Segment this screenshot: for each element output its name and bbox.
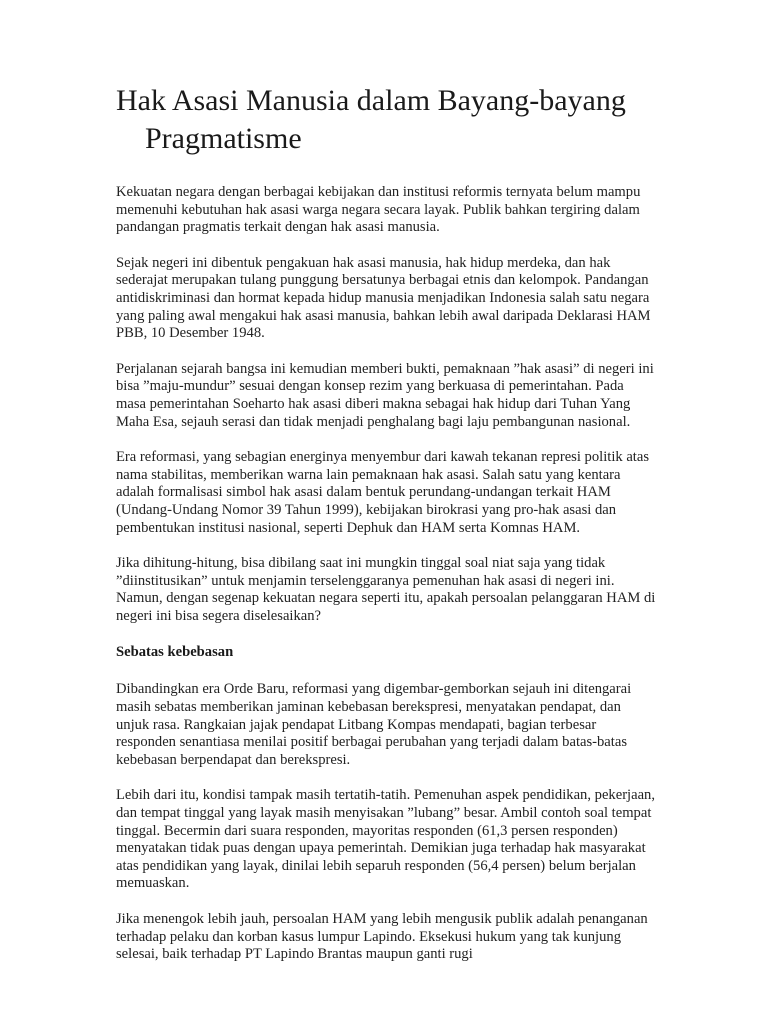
paragraph-5: Jika dihitung-hitung, bisa dibilang saat ini mungkin tinggal soal niat saja yang tidak ”diinstitusikan” untuk menjamin terselenggaranya pemenuhan hak asasi di negeri ini. Namun, dengan segenap kekuatan negara seperti itu, apakah persoalan pelanggaran HAM di negeri ini bisa segera diselesaikan? (116, 555, 656, 624)
document-page (116, 82, 656, 982)
paragraph-3: Perjalanan sejarah bangsa ini kemudian memberi bukti, pemaknaan ”hak asasi” di negeri ini bisa ”maju-mundur” sesuai dengan konsep rezim yang berkuasa di pemerintahan. Pada masa pemerintahan Soeharto hak asasi diberi makna sebagai hak hidup dari Tuhan Yang Maha Esa, sejauh serasi dan tidak menjadi penghalang bagi laju pembangunan nasional. (116, 360, 654, 430)
paragraph-4: Era reformasi, yang sebagian energinya menyembur dari kawah tekanan represi politik atas nama stabilitas, memberikan warna lain pemaknaan hak asasi. Salah satu yang kentara adalah formalisasi simbol hak asasi dalam bentuk perundang-undangan terkait HAM (Undang-Undang Nomor 39 Tahun 1999), kebijakan birokrasi yang pro-hak asasi dan pembentukan institusi nasional, seperti Dephuk dan HAM serta Komnas HAM. (116, 449, 650, 536)
paragraph-6: Dibandingkan era Orde Baru, reformasi yang digembar-gemborkan sejauh ini ditengarai masih sebatas memberikan jaminan kebebasan berekspresi, menyatakan pendapat, dan unjuk rasa. Rangkaian jajak pendapat Litbang Kompas mendapati, bagian terbesar responden senantiasa menilai positif berbagai perubahan yang terjadi dalam batas-batas kebebasan berpendapat dan berekspresi. (116, 681, 632, 768)
paragraph-2: Sejak negeri ini dibentuk pengakuan hak asasi manusia, hak hidup merdeka, dan hak sederajat merupakan tulang punggung bersatunya berbagai etnis dan kelompok. Pandangan antidiskriminasi dan hormat kepada hidup manusia menjadikan Indonesia salah satu negara yang paling awal mengakui hak asasi manusia, bahkan lebih awal daripada Deklarasi HAM PBB, 10 Desember 1948. (116, 254, 651, 342)
section-heading: Sebatas kebebasan (116, 644, 234, 661)
page-title: Hak Asasi Manusia dalam Bayang-bayang Pragmatisme (116, 84, 626, 155)
paragraph-7: Lebih dari itu, kondisi tampak masih tertatih-tatih. Pemenuhan aspek pendidikan, pekerjaan, dan tempat tinggal yang layak masih menyisakan ”lubang” besar. Ambil contoh soal tempat tinggal. Becermin dari suara responden, mayoritas responden (61,3 persen responden) menyatakan tidak puas dengan upaya pemerintah. Demikian juga terhadap hak masyarakat atas pendidikan yang layak, dinilai lebih separuh responden (56,4 persen) belum berjalan memuaskan. (116, 787, 656, 892)
paragraph-1: Kekuatan negara dengan berbagai kebijakan dan institusi reformis ternyata belum mampu memenuhi kebutuhan hak asasi warga negara secara layak. Publik bahkan tergiring dalam pandangan pragmatis terkait dengan hak asasi manusia. (116, 184, 641, 236)
paragraph-8: Jika menengok lebih jauh, persoalan HAM yang lebih mengusik publik adalah penanganan terhadap pelaku dan korban kasus lumpur Lapindo. Eksekusi hukum yang tak kunjung selesai, baik terhadap PT Lapindo Brantas maupun ganti rugi (116, 911, 648, 963)
